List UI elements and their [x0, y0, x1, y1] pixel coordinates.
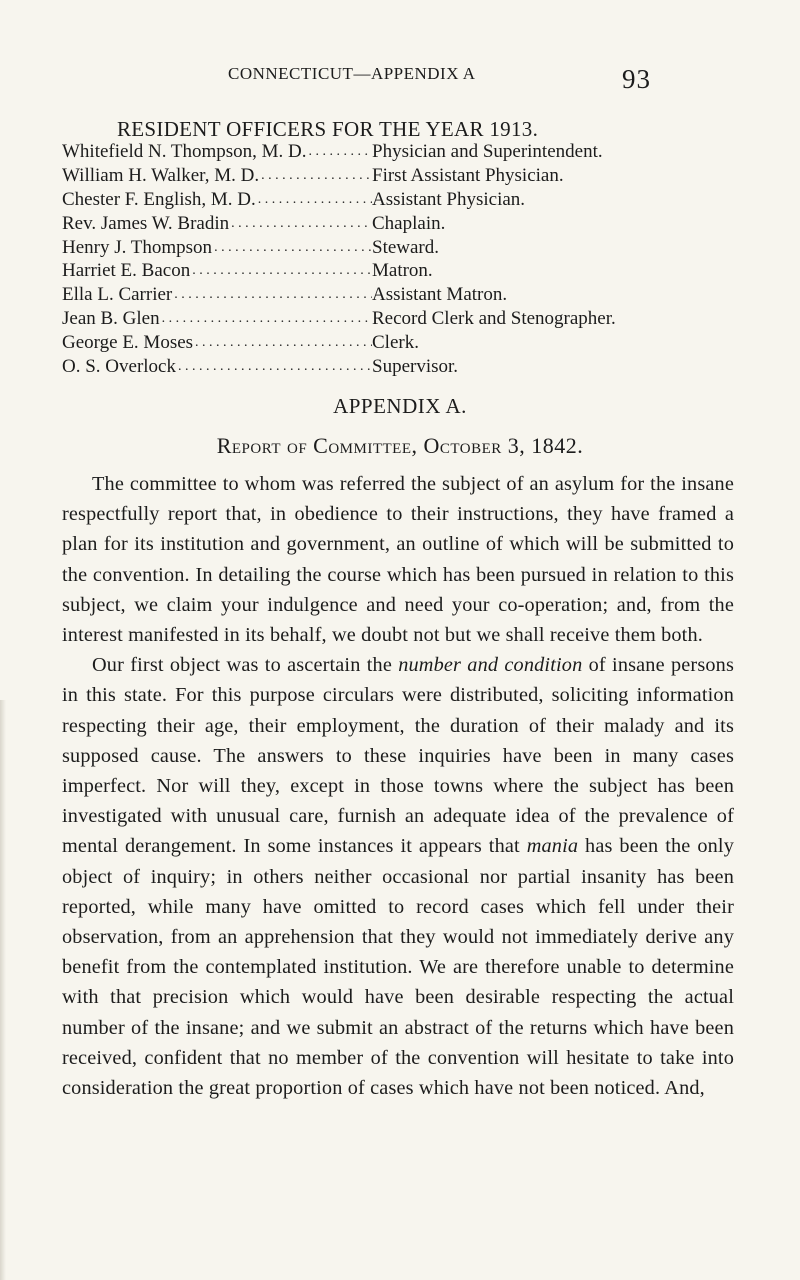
officer-name: Jean B. Glen . . .: [62, 307, 372, 331]
page-number: 93: [622, 64, 651, 94]
officer-name: William H. Walker, M. D. . . .: [62, 164, 372, 188]
officers-list: [62, 140, 762, 379]
officer-row: [62, 236, 762, 260]
officer-role: Physician and Superintendent.: [372, 141, 603, 162]
officer-row: [62, 164, 762, 188]
emphasis-number-and-condition: number and condition: [398, 654, 583, 677]
officer-row: [62, 188, 762, 212]
officer-role: Chaplain.: [372, 212, 446, 234]
officer-row: [62, 355, 762, 379]
officer-name: Harriet E. Bacon . . .: [62, 259, 372, 283]
officer-role: Clerk.: [372, 332, 419, 354]
officer-name: Henry J. Thompson . . .: [62, 236, 372, 260]
officers-title: RESIDENT OFFICERS FOR THE YEAR 1913.: [117, 117, 539, 141]
officer-name: Chester F. English, M. D. . . .: [62, 188, 372, 212]
officer-role: Assistant Physician.: [372, 188, 526, 210]
paragraph-2-part-a: Our first object was to ascertain the: [92, 654, 399, 677]
report-title: Report of Committee, October 3, 1842.: [216, 433, 584, 458]
officer-role: Assistant Matron.: [372, 284, 508, 306]
emphasis-mania: mania: [526, 835, 579, 858]
officer-name: Ella L. Carrier . . .: [62, 283, 372, 307]
officer-row: [62, 140, 762, 164]
officer-role: First Assistant Physician.: [372, 164, 564, 186]
paragraph-2-part-b: of insane persons in this state. For this purpose circulars were distributed, soliciting information respecting their age, their employment, the duration of their malady and its supposed cause. The answers to these inquiries have been in many cases imperfect. Nor will they, except in those towns where the subject has been investigated with unusual care, furnish an adequate idea of the prevalence of mental derangement. In some instances it appears that: [62, 654, 734, 858]
officer-role: Matron.: [372, 260, 433, 282]
officer-row: [62, 212, 762, 236]
report-body: [62, 469, 734, 1103]
running-head: CONNECTICUT—APPENDIX A: [228, 64, 476, 83]
officer-role: Record Clerk and Stenographer.: [372, 308, 616, 330]
officer-name: O. S. Overlock . . .: [62, 355, 372, 379]
officer-name: Whitefield N. Thompson, M. D. . . .: [62, 140, 372, 164]
paragraph-2: [62, 650, 734, 1103]
paragraph-2-part-c: has been the only object of inquiry; in others neither occasional nor partial insanity has been reported, while many have omitted to record cases which fell under their observation, from an apprehension that they would not immediately derive any benefit from the contemplated institution. We are therefore unable to determine with that precision which would have been desirable respecting the actual number of the insane; and we submit an abstract of the returns which have been received, confident that no member of the convention will hesitate to take into consideration the great proportion of cases which have not been noticed. And,: [62, 835, 734, 1100]
paragraph-1: The committee to whom was referred the subject of an asylum for the insane respectfully report that, in obedience to their instructions, they have framed a plan for its institution and government, an outline of which will be submitted to the convention. In detailing the course which has been pursued in relation to this subject, we claim your indulgence and need your co-operation; and, from the interest manifested in its behalf, we doubt not but we shall receive them both.: [62, 473, 734, 647]
officer-role: Steward.: [372, 236, 440, 258]
officer-row: [62, 259, 762, 283]
officer-row: [62, 331, 762, 355]
officer-role: Supervisor.: [372, 356, 459, 378]
page-edge-shadow: [0, 700, 6, 1280]
officer-name: Rev. James W. Bradin . . .: [62, 212, 372, 236]
officer-name: George E. Moses . . .: [62, 331, 372, 355]
appendix-title: APPENDIX A.: [333, 394, 467, 418]
officer-row: [62, 307, 762, 331]
officer-row: [62, 283, 762, 307]
